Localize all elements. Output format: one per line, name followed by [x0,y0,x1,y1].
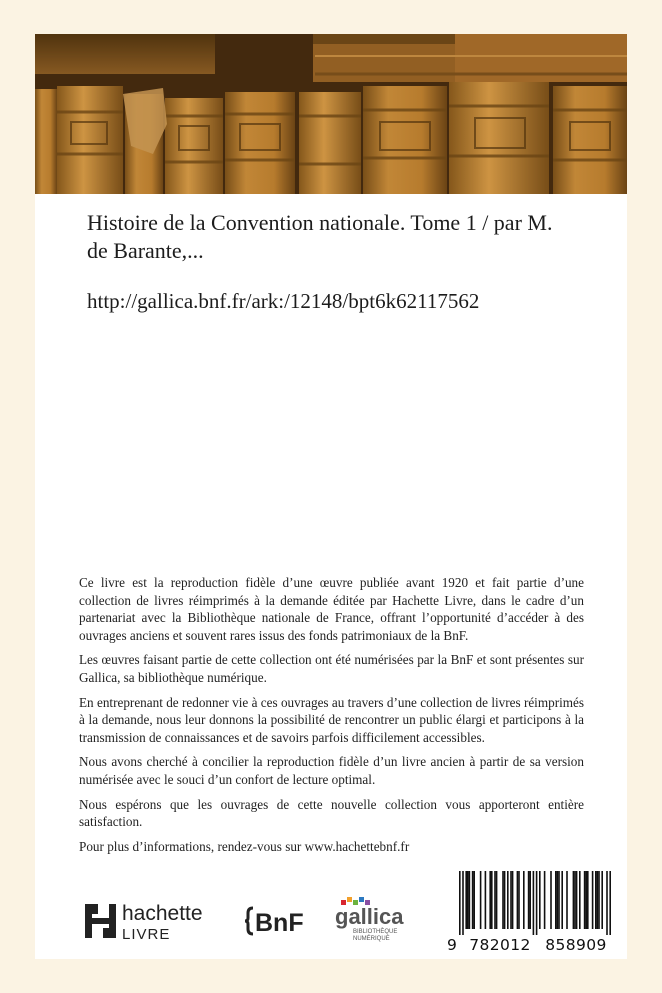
barcode-bar [523,871,525,929]
barcode-bar [592,871,594,929]
barcode-bar [467,871,469,929]
barcode-number [447,935,617,955]
paragraph-mission: En entreprenant de redonner vie à ces ouvrages au travers d’une collection de livres réimprimés à la demande, nous leur donnons la possibilité de rencontrer un public élargi et participons à la transmission de connaissances et de savoirs parfois difficilement accessibles. [79,694,584,745]
barcode-bar [465,871,467,929]
collection-description [79,574,584,862]
barcode-bar [579,871,581,929]
barcode-bar [601,871,603,929]
barcode-bar [557,871,559,929]
paragraph-digitized: Les œuvres faisant partie de cette collection ont été numérisées par la BnF et sont présentes sur Gallica, sa bibliothèque numérique. [79,652,584,685]
barcode-bar [587,871,589,929]
barcode-bar [459,871,461,935]
barcode-bar [585,871,587,929]
gallica-subtitle-2: NUMÉRIQUE [353,936,390,942]
paragraph-reading-comfort: Nous avons cherché à concilier la reproduction fidèle d’un livre ancien à partir de sa version numérisée avec le souci d’un confort de lecture optimal. [79,754,584,787]
barcode-bar [472,871,474,929]
paragraph-more-info: Pour plus d’informations, rendez-vous sur www.hachettebnf.fr [79,838,410,854]
barcode-bar [480,871,482,929]
barcode-bar [597,871,599,929]
bnf-brace-icon [245,908,253,934]
isbn-barcode [447,871,617,955]
barcode-bar [595,871,597,929]
barcode-bar [561,871,563,929]
livre-wordmark: LIVRE [122,926,171,943]
hachette-wordmark: hachette [122,902,203,925]
gallica-ark-link[interactable]: http://gallica.bnf.fr/ark:/12148/bpt6k62117562 [87,289,480,313]
paragraph-satisfaction: Nous espérons que les ouvrages de cette nouvelle collection vous apporteront entière satisfaction. [79,796,584,830]
barcode-bar [544,871,546,929]
barcode-bar [491,871,493,929]
barcode-bar [574,871,576,929]
barcode-bar [504,871,506,929]
barcode-bar [555,871,557,929]
hachette-livre-logo [85,902,203,943]
barcode-bar [533,871,535,935]
barcode-bar [510,871,512,929]
barcode-bar [536,871,538,935]
barcode-bar [507,871,509,929]
publisher-logos [85,896,425,946]
barcode-bar [558,871,560,929]
barcode-group-1: 782012 [469,936,531,954]
barcode-bar [528,871,530,929]
barcode-bar [598,871,600,929]
barcode-bar [517,871,519,929]
barcode-bar [539,871,541,929]
barcode-bar [512,871,514,929]
barcode-bar [529,871,531,929]
barcode-bar [566,871,568,929]
gallica-wordmark: gallica [335,904,404,929]
barcode-bar [606,871,608,935]
barcode-bars [447,871,617,935]
barcode-bar [502,871,504,929]
barcode-bar [469,871,471,929]
hachette-h-icon [85,904,116,938]
book-back-cover [35,34,627,959]
barcode-bar [496,871,498,929]
paragraph-reproduction: Ce livre est la reproduction fidèle d’une œuvre publiée avant 1920 et fait partie d’une collection de livres réimprimés à la demande éditée par Hachette Livre, dans le cadre d’un partenariat avec la Bibliothèque nationale de France, offrant l’opportunité d’accéder à des ouvrages anciens et souvent rares issus des fonds patrimoniaux de la BnF. [79,575,584,643]
barcode-bar [550,871,552,929]
bnf-wordmark: BnF [255,909,304,937]
barcode-bar [462,871,464,935]
barcode-group-2: 858909 [545,936,607,954]
barcode-bar [576,871,578,929]
barcode-bar [518,871,520,929]
book-spines-banner-image [35,34,627,194]
bnf-logo [245,908,304,937]
barcode-bar [489,871,491,929]
barcode-first-digit: 9 [447,936,457,954]
gallica-logo [335,897,404,942]
barcode-bar [485,871,487,929]
barcode-bar [573,871,575,929]
barcode-bar [494,871,496,929]
gallica-subtitle-1: BIBLIOTHÈQUE [353,929,398,935]
barcode-bar [473,871,475,929]
barcode-bar [584,871,586,929]
barcode-bar [609,871,611,935]
book-title: Histoire de la Convention nationale. Tome 1 / par M. de Barante,... [87,210,553,263]
